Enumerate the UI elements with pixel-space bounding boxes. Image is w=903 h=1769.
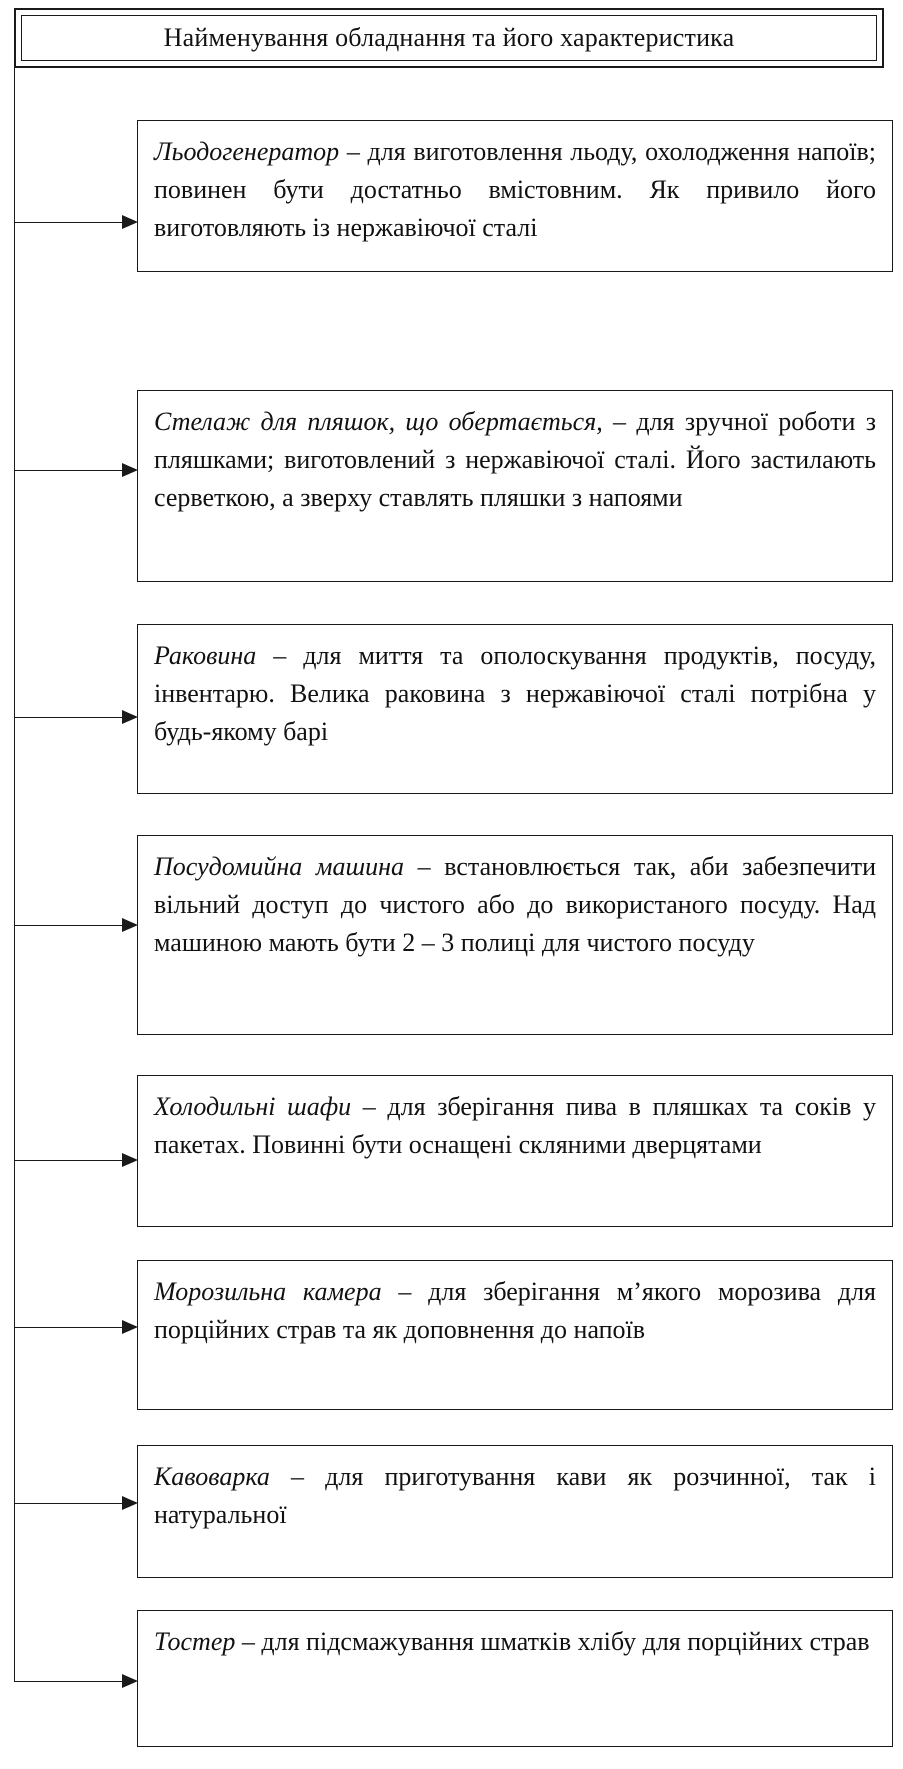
equipment-term: Посудомийна машина xyxy=(154,852,404,881)
equipment-term: Льодогенератор xyxy=(154,137,340,166)
equipment-description: – встановлюється так, аби забезпечити вільний доступ до чистого або до використаного посуду. Над машиною мають бути 2 – 3 полиці для чистого посуду xyxy=(154,852,876,957)
connector-arrow xyxy=(14,222,136,223)
arrow-head-icon xyxy=(122,1320,138,1334)
equipment-term: Стелаж для пляшок, що обертається, xyxy=(154,407,603,436)
arrow-head-icon xyxy=(122,918,138,932)
connector-arrow xyxy=(14,470,136,471)
arrow-head-icon xyxy=(122,1674,138,1688)
equipment-term: Кавоварка xyxy=(154,1462,270,1491)
connector-arrow xyxy=(14,1160,136,1161)
equipment-term: Морозильна камера xyxy=(154,1277,382,1306)
arrow-head-icon xyxy=(122,463,138,477)
equipment-box-dishwasher xyxy=(137,835,893,1035)
arrow-head-icon xyxy=(122,1496,138,1510)
equipment-description: – для виготовлення льоду, охолодження напоїв; повинен бути достатньо вмістовним. Як привило його виготовляють із нержавіючої сталі xyxy=(154,137,876,242)
equipment-term: Раковина xyxy=(154,641,257,670)
arrow-head-icon xyxy=(122,1153,138,1167)
connector-arrow xyxy=(14,1503,136,1504)
connector-arrow xyxy=(14,1681,136,1682)
equipment-description: – для підсмажування шматків хлібу для порційних страв xyxy=(235,1627,870,1656)
equipment-box-ice-maker xyxy=(137,120,893,272)
connector-arrow xyxy=(14,1327,136,1328)
header-box xyxy=(14,8,884,68)
equipment-description: – для миття та ополоскування продуктів, посуду, інвентарю. Велика раковина з нержавіючої сталі потрібна у будь-якому барі xyxy=(154,641,876,746)
equipment-box-coffee-maker xyxy=(137,1445,893,1578)
connector-spine xyxy=(14,68,15,1682)
arrow-head-icon xyxy=(122,710,138,724)
equipment-box-refrigerators xyxy=(137,1075,893,1227)
equipment-box-toaster xyxy=(137,1610,893,1747)
equipment-box-bottle-rack xyxy=(137,390,893,582)
arrow-head-icon xyxy=(122,215,138,229)
equipment-description: – для приготування кави як розчинної, так і натуральної xyxy=(154,1462,876,1529)
connector-arrow xyxy=(14,717,136,718)
equipment-box-freezer xyxy=(137,1260,893,1410)
equipment-box-sink xyxy=(137,624,893,794)
equipment-description: – для зберігання пива в пляшках та соків у пакетах. Повинні бути оснащені скляними дверцятами xyxy=(154,1092,876,1159)
equipment-term: Тостер xyxy=(154,1627,236,1656)
equipment-term: Холодильні шафи xyxy=(154,1092,352,1121)
equipment-description: – для зручної роботи з пляшками; виготовлений з нержавіючої сталі. Його застилають серветкою, а зверху ставлять пляшки з напоями xyxy=(154,407,876,512)
connector-arrow xyxy=(14,925,136,926)
equipment-description: – для зберігання м’якого морозива для порційних страв та як доповнення до напоїв xyxy=(154,1277,876,1344)
header-title: Найменування обладнання та його характеристика xyxy=(21,15,877,61)
